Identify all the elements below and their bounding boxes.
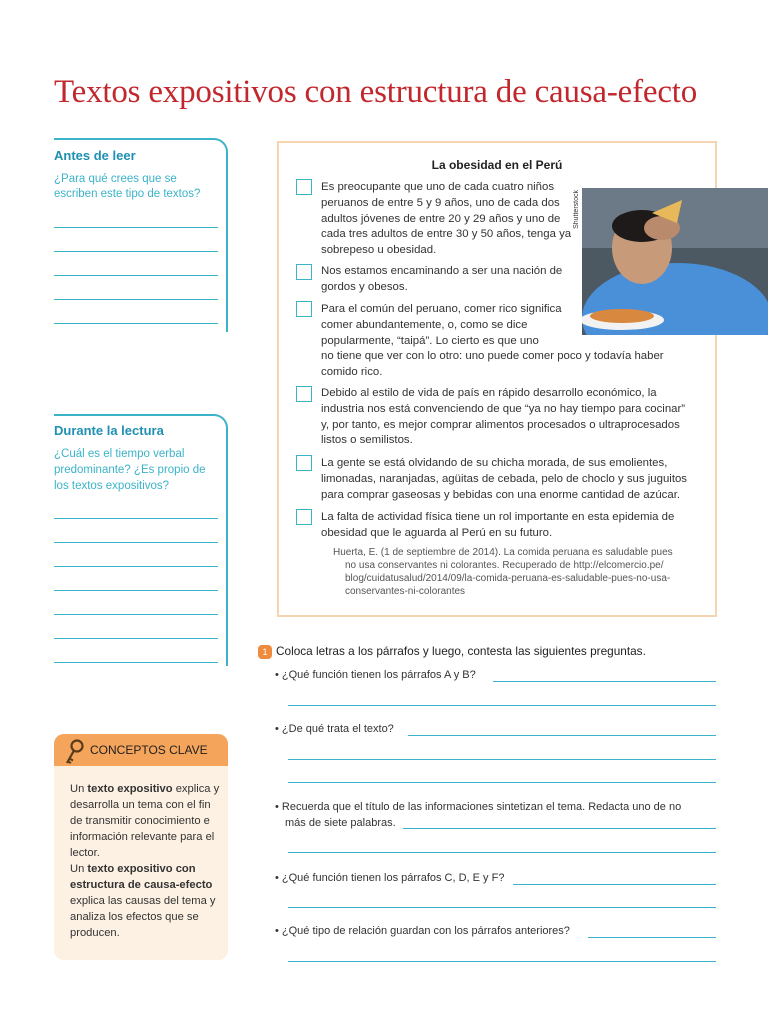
question: • ¿Qué función tienen los párrafos C, D, E y F? (275, 872, 505, 884)
paragraph-line: para comprar gaseosas y bebidas con una enorme cantidad de azúcar. (321, 488, 681, 501)
paragraph-line: adultos jóvenes de entre 20 y 29 años y uno de (321, 212, 561, 225)
paragraph-line: comer abundantemente, o, como se dice (321, 318, 528, 331)
page-title: Textos expositivos con estructura de causa-efecto (54, 74, 698, 110)
answer-line[interactable] (288, 907, 716, 908)
paragraph (321, 510, 674, 542)
durante-question-line: predominante? ¿Es propio de (54, 464, 206, 476)
paragraph-line: comido rico. (321, 366, 383, 379)
paragraph-line: La falta de actividad física tiene un rol importante en esta epidemia de (321, 511, 675, 523)
question: • ¿De qué trata el texto? (275, 723, 394, 735)
paragraph-line: no tiene que ver con lo otro: uno puede comer poco y todavía haber (321, 350, 664, 363)
activity-number-badge (258, 645, 272, 659)
concept-2 (70, 861, 220, 941)
answer-line[interactable] (54, 638, 218, 639)
concept-1 (70, 781, 220, 861)
paragraph-line: sobrepeso u obesidad. (321, 244, 437, 257)
paragraph-line: Debido al estilo de vida de país en rápido desarrollo económico, la (321, 387, 657, 399)
paragraph-line: La gente se está olvidando de su chicha morada, de sus emolientes, (321, 457, 668, 469)
reference-line: conservantes-ni-colorantes (345, 586, 466, 597)
paragraph-checkbox[interactable] (296, 264, 312, 280)
answer-line[interactable] (54, 518, 218, 519)
key-icon (62, 738, 86, 766)
paragraph-checkbox[interactable] (296, 179, 312, 195)
answer-line[interactable] (288, 759, 716, 760)
paragraph-checkbox[interactable] (296, 455, 312, 471)
durante-question-line: ¿Cuál es el tiempo verbal (54, 448, 185, 460)
answer-line[interactable] (288, 852, 716, 853)
paragraph-checkbox[interactable] (296, 509, 312, 525)
paragraph-checkbox[interactable] (296, 386, 312, 402)
answer-line[interactable] (54, 614, 218, 615)
answer-line[interactable] (403, 828, 716, 829)
paragraph (321, 180, 571, 259)
answer-line[interactable] (54, 275, 218, 276)
paragraph (321, 386, 685, 449)
paragraph-line: popularmente, “taipá”. Lo cierto es que uno (321, 334, 539, 347)
paragraph-line: y, por tanto, es mejor comprar alimentos procesados o ultraprocesados (321, 418, 680, 431)
paragraph-line: peruanos de entre 5 y 9 años, uno de cada dos (321, 196, 560, 209)
answer-line[interactable] (54, 323, 218, 324)
answer-line[interactable] (54, 227, 218, 228)
reference-line: no usa conservantes ni colorantes. Recuperado de http://elcomercio.pe/ (345, 560, 664, 571)
answer-line[interactable] (513, 884, 716, 885)
paragraph (321, 302, 664, 381)
key-term: texto expositivo (87, 783, 173, 795)
paragraph-line: obesidad que le aguarda al Perú en su futuro. (321, 526, 553, 539)
answer-line[interactable] (288, 961, 716, 962)
question-continuation: más de siete palabras. (285, 817, 396, 829)
answer-line[interactable] (54, 299, 218, 300)
paragraph-checkbox[interactable] (296, 301, 312, 317)
answer-line[interactable] (288, 705, 716, 706)
question: • ¿Qué tipo de relación guardan con los párrafos anteriores? (275, 925, 570, 937)
text: explica las causas del tema y analiza los efectos que se producen. (70, 895, 216, 939)
answer-line[interactable] (288, 782, 716, 783)
durante-question-line: los textos expositivos? (54, 480, 170, 492)
answer-line[interactable] (408, 735, 716, 736)
answer-line[interactable] (54, 662, 218, 663)
paragraph-line: industria nos está convenciendo de que “ya no hay tiempo para cocinar” (321, 402, 686, 415)
antes-question-line: escriben este tipo de textos? (54, 188, 201, 200)
conceptos-clave-heading: CONCEPTOS CLAVE (90, 743, 208, 757)
paragraph (321, 456, 687, 503)
durante-heading: Durante la lectura (54, 423, 164, 438)
reference-citation (333, 546, 713, 598)
answer-line[interactable] (54, 590, 218, 591)
reference-line: Huerta, E. (1 de septiembre de 2014). La comida peruana es saludable pues (333, 547, 673, 558)
answer-line[interactable] (54, 542, 218, 543)
paragraph (321, 264, 562, 296)
antes-question-line: ¿Para qué crees que se (54, 173, 177, 185)
answer-line[interactable] (54, 566, 218, 567)
paragraph-line: Nos estamos encaminando a ser una nación de (321, 265, 563, 277)
paragraph-line: listos o semilistos. (321, 434, 413, 447)
key-term: texto expositivo con estructura de causa-efecto (70, 863, 213, 891)
antes-de-leer-box (54, 138, 228, 332)
paragraph-line: gordos y obesos. (321, 280, 408, 293)
reference-line: blog/cuidatusalud/2014/09/la-comida-peruana-es-saludable-pues-no-usa- (345, 573, 671, 584)
text: explica y desarrolla un tema con el fin de transmitir conocimiento e información relevante para el lector. (70, 783, 220, 859)
answer-line[interactable] (54, 251, 218, 252)
paragraph-line: Para el común del peruano, comer rico significa (321, 303, 562, 315)
photo-credit: Shutterstock (573, 190, 580, 229)
text: Un (70, 783, 88, 795)
paragraph-line: cada tres adultos de entre 30 y 50 años, tenga ya (321, 228, 572, 241)
conceptos-clave-text (70, 781, 220, 941)
answer-line[interactable] (588, 937, 716, 938)
question: • Recuerda que el título de las informaciones sintetizan el tema. Redacta uno de no (275, 801, 682, 813)
text: Un (70, 863, 88, 875)
question: • ¿Qué función tienen los párrafos A y B? (275, 669, 476, 681)
reading-title: La obesidad en el Perú (431, 158, 563, 172)
paragraph-line: limonadas, naranjadas, agüitas de cebada, pelo de choclo y sus juguitos (321, 472, 688, 485)
activity-number: 1 (262, 647, 268, 657)
answer-line[interactable] (493, 681, 716, 682)
paragraph-line: Es preocupante que uno de cada cuatro niños (321, 181, 555, 193)
antes-heading: Antes de leer (54, 148, 136, 163)
activity-instruction: Coloca letras a los párrafos y luego, contesta las siguientes preguntas. (276, 644, 646, 658)
